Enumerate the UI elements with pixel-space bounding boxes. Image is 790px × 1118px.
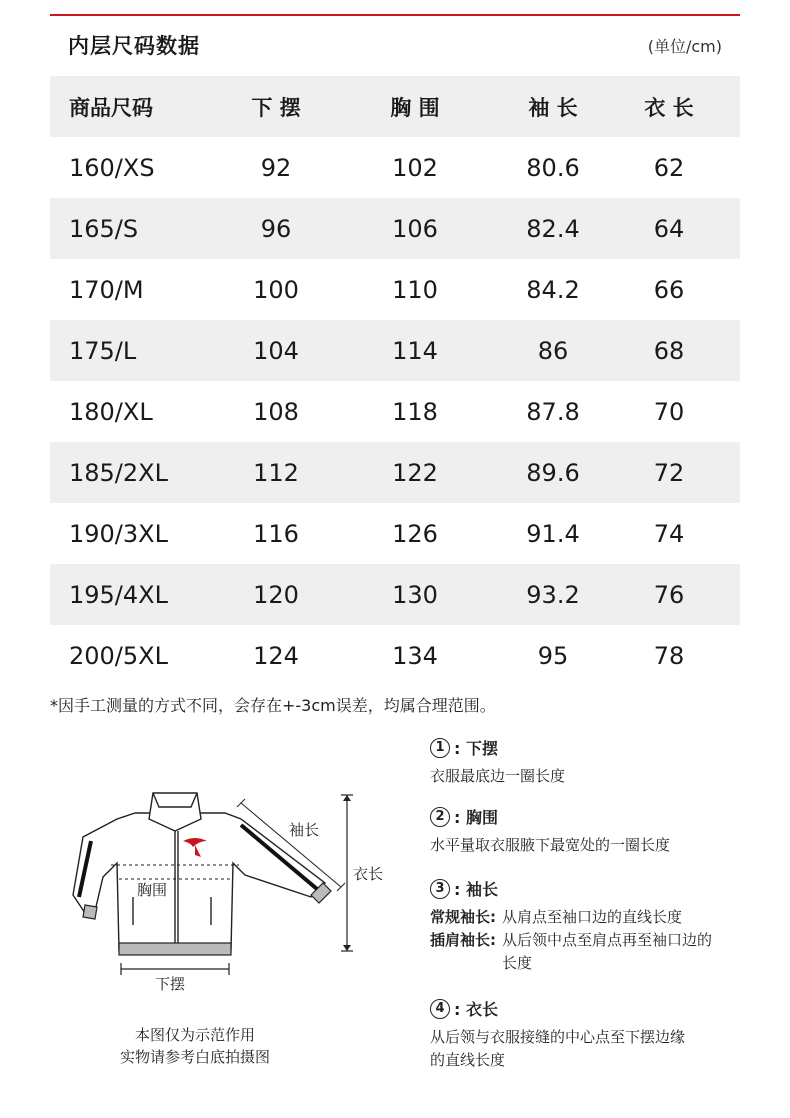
table-cell: 122 xyxy=(392,458,438,487)
table-cell: 95 xyxy=(537,641,569,670)
table-cell: 190/3XL xyxy=(69,519,168,548)
table-cell: 160/XS xyxy=(69,153,155,182)
legend-hem-title: : 下摆 xyxy=(454,739,498,758)
table-cell: 70 xyxy=(653,397,685,426)
measurement-note: *因手工测量的方式不同，会存在+-3cm误差，均属合理范围。 xyxy=(50,696,496,715)
legend-hem xyxy=(430,736,565,788)
table-cell: 102 xyxy=(392,153,438,182)
legend-chest-title: : 胸围 xyxy=(454,808,498,827)
header-size: 商品尺码 xyxy=(69,95,153,120)
legend-length xyxy=(430,997,740,1072)
sleeve-measure-label: 袖长 xyxy=(289,821,320,839)
table-row xyxy=(50,442,740,503)
table-row xyxy=(50,381,740,442)
table-cell: 84.2 xyxy=(526,275,580,304)
table-cell: 66 xyxy=(653,275,685,304)
legend-length-desc-1: 从后领与衣服接缝的中心点至下摆边缘 xyxy=(430,1028,686,1046)
legend-sleeve xyxy=(430,877,740,975)
table-cell: 126 xyxy=(392,519,438,548)
header-length: 衣 长 xyxy=(644,95,694,120)
number-4-icon: 4 xyxy=(430,999,450,1019)
table-cell: 130 xyxy=(392,580,438,609)
table-cell: 87.8 xyxy=(526,397,580,426)
table-cell: 120 xyxy=(253,580,299,609)
size-table xyxy=(50,76,740,686)
table-cell: 106 xyxy=(392,214,438,243)
table-cell: 134 xyxy=(392,641,438,670)
table-cell: 93.2 xyxy=(526,580,580,609)
header-chest: 胸 围 xyxy=(390,95,440,120)
legend-raglan-sleeve: 插肩袖长: 从后领中点至肩点再至袖口边的长度 xyxy=(430,931,713,972)
table-row xyxy=(50,625,740,686)
legend-sleeve-title: : 袖长 xyxy=(454,880,498,899)
caption-line-1: 本图仅为示范作用 xyxy=(134,1026,255,1044)
table-cell: 76 xyxy=(653,580,685,609)
diagram-caption xyxy=(60,1024,330,1068)
number-2-icon: 2 xyxy=(430,807,450,827)
legend-regular-sleeve: 常规袖长: 从肩点至袖口边的直线长度 xyxy=(430,908,683,926)
number-3-icon: 3 xyxy=(430,879,450,899)
table-cell: 80.6 xyxy=(526,153,580,182)
legend-length-title: : 衣长 xyxy=(454,1000,498,1019)
hem-measure-label: 下摆 xyxy=(155,975,186,993)
table-cell: 195/4XL xyxy=(69,580,168,609)
table-row xyxy=(50,564,740,625)
table-cell: 110 xyxy=(392,275,438,304)
table-cell: 92 xyxy=(260,153,292,182)
table-cell: 96 xyxy=(260,214,292,243)
table-row xyxy=(50,137,740,198)
page-title: 内层尺码数据 xyxy=(68,34,200,58)
table-cell: 180/XL xyxy=(69,397,153,426)
table-cell: 114 xyxy=(392,336,438,365)
table-row xyxy=(50,320,740,381)
table-row xyxy=(50,503,740,564)
header-hem: 下 摆 xyxy=(251,95,301,120)
number-1-icon: 1 xyxy=(430,738,450,758)
table-cell: 64 xyxy=(653,214,685,243)
legend-chest-desc: 水平量取衣服腋下最宽处的一圈长度 xyxy=(430,836,671,854)
table-cell: 116 xyxy=(253,519,299,548)
legend-length-desc-2: 的直线长度 xyxy=(430,1051,506,1069)
table-cell: 74 xyxy=(653,519,685,548)
table-header xyxy=(50,76,740,137)
table-cell: 200/5XL xyxy=(69,641,168,670)
header-sleeve: 袖 长 xyxy=(528,95,578,120)
table-cell: 118 xyxy=(392,397,438,426)
table-cell: 124 xyxy=(253,641,299,670)
table-cell: 170/M xyxy=(69,275,144,304)
table-cell: 62 xyxy=(653,153,685,182)
caption-line-2: 实物请参考白底拍摄图 xyxy=(119,1048,270,1066)
table-cell: 175/L xyxy=(69,336,137,365)
table-row xyxy=(50,259,740,320)
top-divider xyxy=(50,14,740,16)
length-measure-label: 衣长 xyxy=(353,865,384,883)
table-cell: 112 xyxy=(253,458,299,487)
table-cell: 89.6 xyxy=(526,458,580,487)
table-cell: 108 xyxy=(253,397,299,426)
table-cell: 100 xyxy=(253,275,299,304)
table-cell: 165/S xyxy=(69,214,139,243)
legend-chest xyxy=(430,805,670,857)
table-cell: 91.4 xyxy=(526,519,580,548)
table-cell: 86 xyxy=(537,336,569,365)
table-cell: 82.4 xyxy=(526,214,580,243)
table-cell: 104 xyxy=(253,336,299,365)
table-cell: 78 xyxy=(653,641,685,670)
table-cell: 72 xyxy=(653,458,685,487)
chest-measure-label: 胸围 xyxy=(137,881,168,899)
unit-label: (单位/cm) xyxy=(647,37,722,56)
legend-hem-desc: 衣服最底边一圈长度 xyxy=(430,767,566,785)
jacket-diagram xyxy=(55,785,385,1009)
table-cell: 185/2XL xyxy=(69,458,168,487)
jacket-illustration xyxy=(55,785,385,1005)
table-row xyxy=(50,198,740,259)
table-cell: 68 xyxy=(653,336,685,365)
